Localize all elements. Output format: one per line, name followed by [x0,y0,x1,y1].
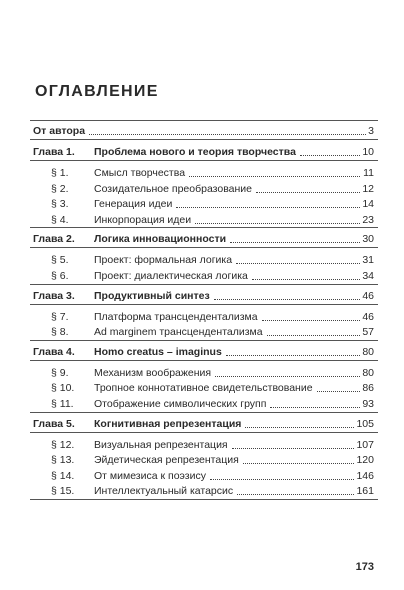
dot-leader [243,463,372,464]
chapter-title: Homo creatus – imaginus [94,345,222,358]
dot-leader [210,479,372,480]
section-title: Визуальная репрезентация [94,438,228,451]
toc-section-row [0,366,404,380]
section-title: Ad marginem трансцендентализма [94,326,263,339]
divider-line [30,139,378,140]
toc-page-number: 30 [362,233,374,246]
toc-section-row [0,182,404,196]
chapter-number: Глава 3. [33,289,75,302]
section-title: Эйдетическая репрезентация [94,454,239,467]
toc-section-row [0,397,404,411]
toc-page-number: 10 [362,146,374,158]
toc-section-row [0,269,404,283]
toc-section-row [0,469,404,483]
chapter-title: Когнитивная репрезентация [94,417,242,430]
section-number: § 13. [51,454,75,467]
toc-page-number: 105 [356,417,374,430]
toc-page-number: 86 [362,382,374,395]
dot-leader [237,494,372,495]
toc-page-number: 46 [362,310,374,323]
toc-page-number: 93 [362,398,374,410]
toc-chapter-row [0,232,404,246]
dot-leader [262,320,372,321]
section-title: Механизм воображения [94,366,212,379]
dot-leader [252,279,372,280]
chapter-number: Глава 4. [33,345,75,358]
divider-line [30,304,378,305]
toc-section-row [0,213,404,227]
toc-page-number: 31 [362,254,374,267]
divider-line [30,340,378,341]
section-title: Тропное коннотативное свидетельствование [94,382,313,395]
toc-page-number: 107 [356,438,374,451]
toc-section-row [0,310,404,324]
section-number: § 5. [51,254,69,267]
section-title: Генерация идеи [94,198,173,211]
dot-leader [270,407,372,408]
toc-chapter-row [0,289,404,303]
toc-page-number: 57 [362,326,374,339]
toc-section-row [0,253,404,267]
chapter-number: Глава 2. [33,233,75,246]
dot-leader [89,134,372,135]
toc-page-number: 11 [363,167,374,179]
section-number: § 11. [51,398,74,410]
dot-leader [214,299,372,300]
toc-section-row [0,484,404,498]
section-title: Проект: диалектическая логика [94,270,248,282]
toc-page-number: 80 [362,366,374,379]
toc-section-row [0,166,404,180]
section-title: Проект: формальная логика [94,254,233,267]
toc-page-number: 3 [368,125,374,137]
dot-leader [176,207,372,208]
dot-leader [189,176,372,177]
toc-page-number: 120 [356,454,374,467]
toc-page-number: 23 [362,213,374,226]
section-number: § 3. [51,198,69,211]
chapter-title: Логика инновационности [94,233,227,246]
toc-section-row [0,381,404,395]
divider-line [30,160,378,161]
toc-page-number: 161 [356,485,374,498]
toc-chapter-row [0,145,404,159]
divider-line [30,412,378,413]
section-number: § 12. [51,438,75,451]
divider-line [30,499,378,500]
toc-chapter-row [0,345,404,359]
section-title: От мимезиса к поэзису [94,469,206,482]
divider-line [30,432,378,433]
toc-author-row [0,124,404,138]
chapter-title: Продуктивный синтез [94,289,210,302]
section-number: § 9. [51,366,69,379]
dot-leader [230,242,372,243]
section-number: § 14. [51,469,75,482]
page-title: ОГЛАВЛЕНИЕ [35,83,159,100]
section-number: § 2. [51,182,69,195]
section-title: Инкорпорация идеи [94,213,192,226]
toc-page-number: 46 [362,289,374,302]
toc-section-row [0,453,404,467]
section-title: Смысл творчества [94,167,186,179]
chapter-title: Проблема нового и теория творчества [94,146,296,158]
dot-leader [195,223,372,224]
toc-section-row [0,197,404,211]
divider-line [30,247,378,248]
divider-line [30,284,378,285]
toc-chapter-row [0,417,404,431]
section-number: § 7. [51,310,69,323]
section-title: Интеллектуальный катарсис [94,485,234,498]
dot-leader [215,376,372,377]
dot-leader [226,355,372,356]
dot-leader [232,448,372,449]
toc-section-row [0,438,404,452]
toc-page-number: 34 [362,270,374,282]
divider-line [30,227,378,228]
section-title: Отображение символических групп [94,398,267,410]
toc-page-number: 12 [362,182,374,195]
section-number: § 8. [51,326,69,339]
chapter-number: Глава 1. [33,146,75,158]
section-number: § 10. [51,382,75,395]
toc-page-number: 80 [362,345,374,358]
toc-section-row [0,325,404,339]
dot-leader [245,427,372,428]
toc-page-number: 14 [362,198,374,211]
section-title: Созидательное преобразование [94,182,253,195]
section-title: Платформа трансцендентализма [94,310,258,323]
dot-leader [267,335,372,336]
section-number: § 6. [51,270,69,282]
dot-leader [256,192,372,193]
divider-line [30,360,378,361]
section-number: § 15. [51,485,75,498]
toc-page-number: 146 [356,469,374,482]
chapter-number: Глава 5. [33,417,75,430]
page-number: 173 [355,561,374,573]
divider-line [30,120,378,121]
section-number: § 1. [51,167,69,179]
author-title: От автора [33,125,86,137]
dot-leader [236,263,372,264]
section-number: § 4. [51,213,69,226]
